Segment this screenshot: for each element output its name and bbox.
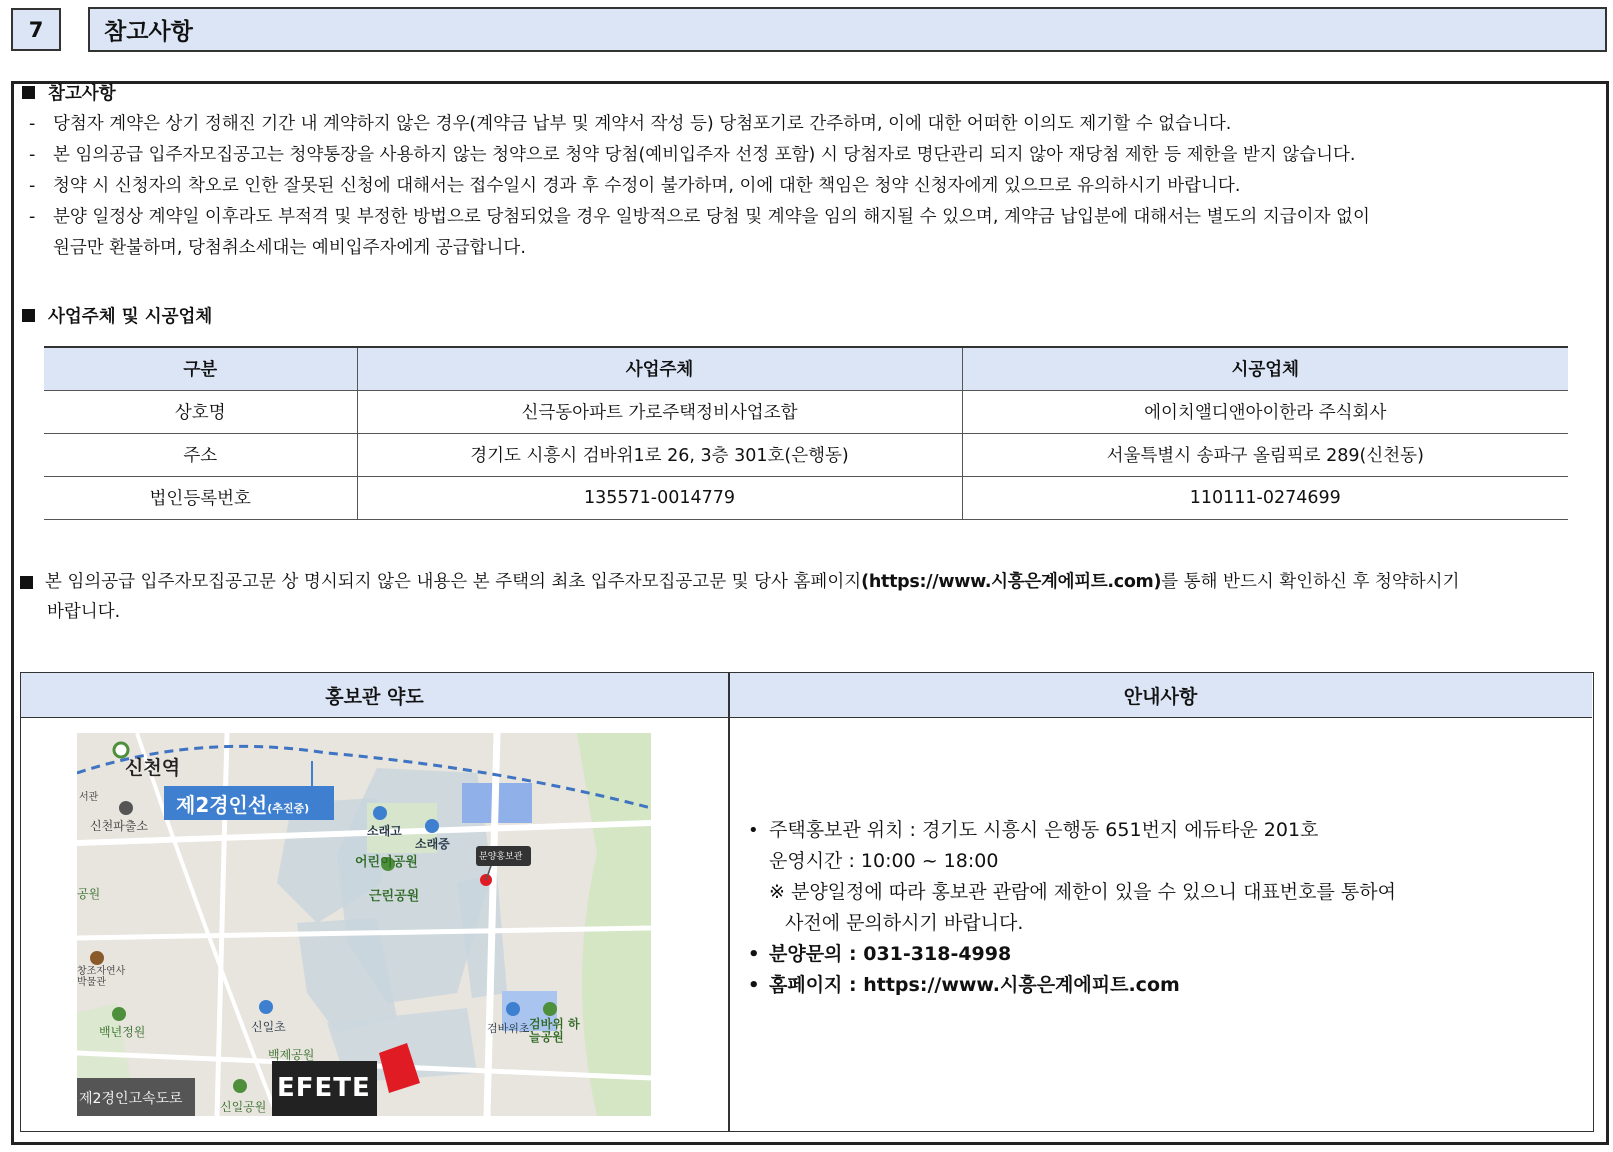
map-label: 소래중 <box>415 837 450 851</box>
table-cell: 신극동아파트 가로주택정비사업조합 <box>357 390 962 433</box>
table-cell: 상호명 <box>44 390 357 433</box>
brand-logo: EFETE <box>277 1073 371 1103</box>
square-bullet-icon <box>22 309 35 322</box>
column-header: 구분 <box>44 347 357 390</box>
business-heading-text: 사업주체 및 시공업체 <box>48 307 213 327</box>
info-caution-cont: 사전에 문의하시기 바랍니다. <box>785 912 1024 934</box>
section-number: 7 <box>11 8 61 51</box>
business-table <box>44 346 1568 520</box>
location-map <box>77 733 651 1116</box>
notes-heading <box>22 80 116 105</box>
square-bullet-icon <box>22 86 35 99</box>
info-column-header: 안내사항 <box>729 673 1592 718</box>
note-item: - 본 임의공급 입주자모집공고는 청약통장을 사용하지 않는 청약으로 청약 당첨(예비입주자 선정 포함) 시 당첨자로 명단관리 되지 않아 재당첨 제한 등 제한을 받지 않습니다. <box>29 145 1356 165</box>
note-item-continuation: 원금만 환불하며, 당첨취소세대는 예비입주자에게 공급합니다. <box>53 238 526 258</box>
table-cell: 경기도 시흥시 검바위1로 26, 3층 301호(은행동) <box>357 433 962 476</box>
map-label: 서관 <box>79 792 99 803</box>
map-column-header: 홍보관 약도 <box>21 673 728 718</box>
map-label-line: 제2경인선(추진중) <box>176 793 310 817</box>
business-heading <box>22 303 212 328</box>
notes-heading-text: 참고사항 <box>48 84 116 104</box>
map-label: 신일공원 <box>220 1100 267 1114</box>
table-row <box>44 390 1568 433</box>
map-label: 검바위초 <box>487 1022 530 1035</box>
info-homepage: • 홈페이지 : https://www.시흥은계에피트.com <box>748 970 1396 1001</box>
info-location: • 주택홍보관 위치 : 경기도 시흥시 은행동 651번지 에듀타운 201호 <box>748 815 1396 846</box>
section-title: 참고사항 <box>88 7 1607 52</box>
square-bullet-icon <box>20 576 33 589</box>
map-label: 검바위 하늘공원 <box>529 1017 580 1044</box>
map-label: 어린이공원 <box>355 855 418 870</box>
bullet-icon: • <box>748 975 760 996</box>
map-label-station: 신천역 <box>125 757 181 779</box>
info-hours: 운영시간 : 10:00 ~ 18:00 <box>769 850 999 872</box>
map-label: 근린공원 <box>369 889 420 904</box>
table-row <box>44 433 1568 476</box>
column-header: 사업주체 <box>357 347 962 390</box>
note-item: - 분양 일정상 계약일 이후라도 부적격 및 부정한 방법으로 당첨되었을 경우 일방적으로 당첨 및 계약을 임의 해지될 수 있으며, 계약금 납입분에 대해서는 별도의 지급이자 없이 <box>29 207 1370 227</box>
note-item: - 당첨자 계약은 상기 정해진 기간 내 계약하지 않은 경우(계약금 납부 및 계약서 작성 등) 당첨포기로 간주하며, 이에 대한 어떠한 이의도 제기할 수 없습니다. <box>29 114 1232 134</box>
table-cell: 서울특별시 송파구 올림픽로 289(신천동) <box>962 433 1568 476</box>
table-cell: 110111-0274699 <box>962 476 1568 519</box>
table-row <box>44 476 1568 519</box>
map-label: 제2경인고속도로 <box>79 1091 183 1107</box>
table-cell: 에이치앨디앤아이한라 주식회사 <box>962 390 1568 433</box>
map-label: 백년정원 <box>99 1025 146 1039</box>
column-header: 시공업체 <box>962 347 1568 390</box>
map-label: 신일초 <box>251 1020 286 1034</box>
table-cell: 법인등록번호 <box>44 476 357 519</box>
info-phone: • 분양문의 : 031-318-4998 <box>748 939 1396 970</box>
info-content <box>748 815 1396 1001</box>
map-label: 창조자연사 박물관 <box>77 966 126 988</box>
table-cell: 주소 <box>44 433 357 476</box>
homepage-notice: 본 임의공급 입주자모집공고문 상 명시되지 않은 내용은 본 주택의 최초 입주자모집공고문 및 당사 홈페이지(https://www.시흥은계에피트.com)를 통해 반드시 확인하신 후 청약하시기 바랍니다. <box>20 567 1580 627</box>
bullet-icon: • <box>748 820 759 841</box>
note-item: - 청약 시 신청자의 착오로 인한 잘못된 신청에 대해서는 접수일시 경과 후 수정이 불가하며, 이에 대한 책임은 청약 신청자에게 있으므로 유의하시기 바랍니다. <box>29 176 1241 196</box>
homepage-url: (https://www.시흥은계에피트.com) <box>861 572 1162 592</box>
map-label: 백제공원 <box>268 1048 315 1062</box>
table-cell: 135571-0014779 <box>357 476 962 519</box>
map-label: 신천파출소 <box>90 819 148 833</box>
info-caution: ※ 분양일정에 따라 홍보관 관람에 제한이 있을 수 있으니 대표번호를 통하여 <box>769 881 1396 903</box>
map-label: 소래고 <box>367 824 402 838</box>
map-pin-label: 분양홍보관 <box>479 852 523 862</box>
bullet-icon: • <box>748 944 760 965</box>
table-header-row <box>44 347 1568 390</box>
map-label: 공원 <box>77 887 101 901</box>
